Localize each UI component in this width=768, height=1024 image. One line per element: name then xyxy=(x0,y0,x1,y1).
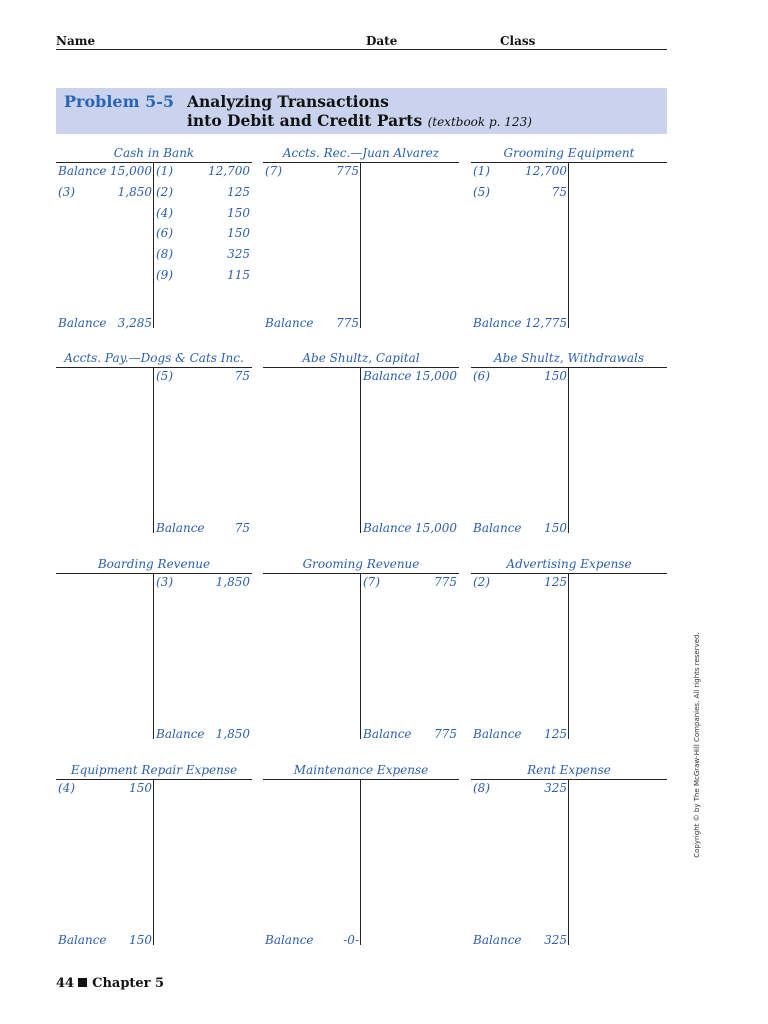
balance-label: Balance xyxy=(156,521,205,535)
account-title: Accts. Rec.—Juan Alvarez xyxy=(282,146,440,160)
balance-label: Balance xyxy=(58,316,107,330)
entry-amount: 775 xyxy=(434,575,457,589)
account-entry xyxy=(156,247,250,265)
balance-label: Balance xyxy=(473,316,522,330)
t-account-top-rule xyxy=(263,162,459,163)
t-account-top-rule xyxy=(56,573,252,574)
balance-entry xyxy=(473,316,567,334)
entry-amount: 150 xyxy=(129,781,152,795)
t-account xyxy=(263,351,459,537)
problem-banner xyxy=(56,88,667,134)
entry-reference: (3) xyxy=(58,184,75,199)
account-title: Abe Shultz, Capital xyxy=(302,351,420,365)
t-account-top-rule xyxy=(56,779,252,780)
t-account-center-rule xyxy=(153,162,154,328)
account-title: Abe Shultz, Withdrawals xyxy=(493,351,645,365)
square-bullet-icon xyxy=(78,978,87,987)
entry-reference: (5) xyxy=(156,369,173,383)
t-account xyxy=(471,351,667,537)
account-entry xyxy=(265,164,359,182)
entry-reference: Balance xyxy=(363,369,412,383)
problem-title-line2-text: into Debit and Credit Parts xyxy=(187,111,423,130)
entry-reference: (7) xyxy=(265,164,282,178)
account-title: Grooming Equipment xyxy=(503,146,635,160)
entry-reference: (5) xyxy=(473,184,490,199)
account-entry xyxy=(363,369,457,387)
entry-amount: 75 xyxy=(234,369,250,383)
header-rule xyxy=(56,49,667,50)
entry-amount: 1,850 xyxy=(215,575,250,589)
chapter-label: Chapter 5 xyxy=(92,976,165,991)
t-account-center-rule xyxy=(360,779,361,945)
balance-amount: 1,850 xyxy=(215,727,250,741)
balance-label: Balance xyxy=(363,521,412,535)
t-account-center-rule xyxy=(153,367,154,533)
balance-label: Balance xyxy=(156,727,205,741)
entry-amount: 1,850 xyxy=(117,184,152,199)
account-entry xyxy=(473,781,567,799)
account-title: Cash in Bank xyxy=(113,146,195,160)
entry-amount: 125 xyxy=(227,184,250,199)
entry-reference: (1) xyxy=(473,164,490,178)
copyright-notice: Copyright © by The McGraw-Hill Companies. All rights reserved. xyxy=(693,632,701,858)
t-account-top-rule xyxy=(263,573,459,574)
entry-amount: 15,000 xyxy=(110,164,152,178)
entry-reference: (9) xyxy=(156,268,173,282)
balance-entry xyxy=(363,727,457,745)
entry-amount: 12,700 xyxy=(525,164,567,178)
t-account-top-rule xyxy=(471,162,667,163)
entry-reference: (6) xyxy=(156,226,173,241)
t-account-top-rule xyxy=(263,779,459,780)
account-entry xyxy=(156,369,250,387)
account-entry xyxy=(156,575,250,593)
account-entry xyxy=(156,268,250,286)
t-account-center-rule xyxy=(568,779,569,945)
balance-amount: 75 xyxy=(234,521,250,535)
account-entry xyxy=(156,185,250,203)
t-account-center-rule xyxy=(153,779,154,945)
t-account xyxy=(56,351,252,537)
entry-amount: 325 xyxy=(227,247,250,262)
entry-amount: 125 xyxy=(544,575,567,589)
entry-amount: 115 xyxy=(227,268,250,282)
account-title: Advertising Expense xyxy=(506,557,632,571)
entry-amount: 150 xyxy=(227,205,250,220)
entry-reference: Balance xyxy=(58,164,107,178)
account-title: Accts. Pay.—Dogs & Cats Inc. xyxy=(64,351,244,365)
entry-amount: 150 xyxy=(227,226,250,241)
balance-amount: 15,000 xyxy=(415,521,457,535)
balance-entry xyxy=(265,316,359,334)
balance-amount: 325 xyxy=(544,933,567,947)
balance-entry xyxy=(473,521,567,539)
entry-reference: (8) xyxy=(473,781,490,795)
entry-reference: (2) xyxy=(156,184,173,199)
page-number: 44 xyxy=(56,976,75,991)
t-account xyxy=(471,763,667,949)
t-account xyxy=(263,557,459,743)
account-entry xyxy=(156,226,250,244)
problem-title xyxy=(187,92,532,132)
account-entry xyxy=(58,164,152,182)
entry-reference: (6) xyxy=(473,369,490,383)
account-entry xyxy=(58,185,152,203)
t-account-top-rule xyxy=(56,367,252,368)
account-entry xyxy=(473,164,567,182)
t-account-center-rule xyxy=(153,573,154,739)
balance-entry xyxy=(58,933,152,951)
account-entry xyxy=(156,164,250,182)
entry-reference: (4) xyxy=(156,205,173,220)
balance-entry xyxy=(156,727,250,745)
entry-reference: (8) xyxy=(156,247,173,262)
balance-label: Balance xyxy=(265,316,314,330)
page-footer xyxy=(56,976,164,991)
entry-reference: (1) xyxy=(156,164,173,178)
t-account-top-rule xyxy=(471,779,667,780)
account-title: Maintenance Expense xyxy=(293,763,429,777)
account-title: Boarding Revenue xyxy=(97,557,211,571)
account-entry xyxy=(156,206,250,224)
balance-label: Balance xyxy=(363,727,412,741)
date-label: Date xyxy=(366,34,398,48)
t-account xyxy=(56,763,252,949)
entry-reference: (3) xyxy=(156,575,173,589)
entry-reference: (4) xyxy=(58,781,75,795)
balance-entry xyxy=(265,933,359,951)
balance-amount: 150 xyxy=(129,933,152,947)
balance-amount: 775 xyxy=(434,727,457,741)
entry-reference: (7) xyxy=(363,575,380,589)
account-title: Equipment Repair Expense xyxy=(70,763,238,777)
balance-entry xyxy=(473,933,567,951)
balance-entry xyxy=(58,316,152,334)
account-title: Rent Expense xyxy=(527,763,611,777)
entry-amount: 325 xyxy=(544,781,567,795)
t-account xyxy=(56,146,252,332)
t-account-center-rule xyxy=(568,573,569,739)
t-account-center-rule xyxy=(360,573,361,739)
account-title: Grooming Revenue xyxy=(302,557,420,571)
balance-entry xyxy=(363,521,457,539)
t-account-top-rule xyxy=(471,573,667,574)
balance-entry xyxy=(156,521,250,539)
t-account xyxy=(263,146,459,332)
balance-amount: 3,285 xyxy=(117,316,152,330)
balance-amount: 12,775 xyxy=(525,316,567,330)
problem-title-line1: Analyzing Transactions xyxy=(187,92,389,111)
problem-title-line2 xyxy=(187,111,532,132)
balance-label: Balance xyxy=(473,727,522,741)
balance-amount: 150 xyxy=(544,521,567,535)
entry-amount: 15,000 xyxy=(415,369,457,383)
entry-amount: 75 xyxy=(551,184,567,199)
name-label: Name xyxy=(56,34,96,48)
account-entry xyxy=(363,575,457,593)
entry-reference: (2) xyxy=(473,575,490,589)
problem-number: Problem 5-5 xyxy=(64,92,174,111)
balance-amount: 125 xyxy=(544,727,567,741)
t-account xyxy=(471,146,667,332)
account-entry xyxy=(473,575,567,593)
t-account-top-rule xyxy=(471,367,667,368)
t-account-center-rule xyxy=(568,162,569,328)
t-account-center-rule xyxy=(360,367,361,533)
entry-amount: 775 xyxy=(336,164,359,178)
balance-entry xyxy=(473,727,567,745)
class-label: Class xyxy=(500,34,536,48)
entry-amount: 150 xyxy=(544,369,567,383)
t-account xyxy=(56,557,252,743)
t-account xyxy=(263,763,459,949)
account-entry xyxy=(473,369,567,387)
t-account-top-rule xyxy=(263,367,459,368)
textbook-reference: (textbook p. 123) xyxy=(427,115,532,129)
account-entry xyxy=(58,781,152,799)
entry-amount: 12,700 xyxy=(208,164,250,178)
t-account xyxy=(471,557,667,743)
t-account-center-rule xyxy=(360,162,361,328)
balance-label: Balance xyxy=(473,933,522,947)
account-entry xyxy=(473,185,567,203)
balance-label: Balance xyxy=(58,933,107,947)
balance-label: Balance xyxy=(473,521,522,535)
t-account-center-rule xyxy=(568,367,569,533)
balance-amount: -0- xyxy=(343,933,359,947)
balance-label: Balance xyxy=(265,933,314,947)
balance-amount: 775 xyxy=(336,316,359,330)
t-account-top-rule xyxy=(56,162,252,163)
